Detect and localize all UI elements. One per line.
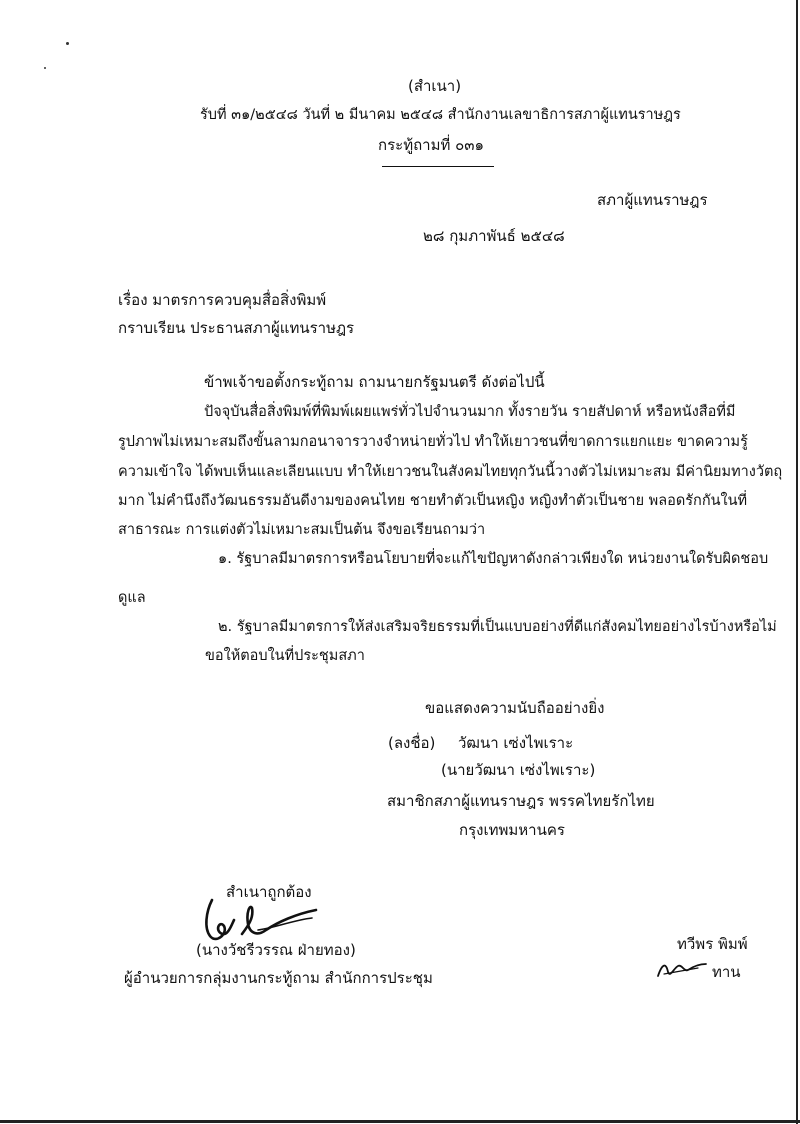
body-line: ปัจจุบันสื่อสิ่งพิมพ์ที่พิมพ์เผยแพร่ทั่วไปจำนวนมาก ทั้งรายวัน รายสัปดาห์ หรือหนังสือที่มี	[204, 404, 736, 420]
letter-date: ๒๘ กุมภาพันธ์ ๒๕๔๘	[423, 227, 565, 245]
copy-mark: (สำเนา)	[408, 77, 462, 95]
received-stamp-line: รับที่ ๓๑/๒๕๔๘ วันที่ ๒ มีนาคม ๒๕๔๘ สำนักงานเลขาธิการสภาผู้แทนราษฎร	[200, 107, 681, 123]
body-line: ความเข้าใจ ได้พบเห็นและเลียนแบบ ทำให้เยาวชนในสังคมไทยทุกวันนี้วางตัวไม่เหมาะสม มีค่านิยมทางวัตถุ	[118, 464, 783, 480]
member-full-name: (นายวัฒนา เซ่งไพเราะ)	[441, 761, 596, 779]
scan-speck	[66, 42, 69, 45]
signed-name: วัฒนา เซ่งไพเราะ	[458, 734, 574, 752]
salutation: กราบเรียน ประธานสภาผู้แทนราษฎร	[118, 319, 355, 337]
certified-copy-label: สำเนาถูกต้อง	[226, 883, 312, 901]
certifier-name: (นางวัชรีวรรณ ฝ่ายทอง)	[196, 941, 356, 959]
question-item-2-cont: ขอให้ตอบในที่ประชุมสภา	[205, 648, 365, 664]
certifier-title: ผู้อำนวยการกลุ่มงานกระทู้ถาม สำนักการประชุม	[124, 969, 433, 987]
member-position: สมาชิกสภาผู้แทนราษฎร พรรคไทยรักไทย	[387, 792, 655, 810]
body-line: มาก ไม่คำนึงถึงวัฒนธรรมอันดีงามของคนไทย ชายทำตัวเป็นหญิง หญิงทำตัวเป็นชาย พลอดรักกันในที่	[118, 493, 748, 509]
member-province: กรุงเทพมหานคร	[459, 821, 565, 839]
scan-border-right	[796, 0, 798, 1124]
closing: ขอแสดงความนับถืออย่างยิ่ง	[425, 699, 605, 717]
typed-by: ทวีพร พิมพ์	[677, 935, 748, 953]
body-line: สาธารณะ การแต่งตัวไม่เหมาะสมเป็นต้น จึงขอเรียนถามว่า	[118, 522, 486, 538]
checked-by: ทาน	[712, 963, 741, 981]
scan-speck	[44, 67, 46, 69]
body-line: รูปภาพไม่เหมาะสมถึงขั้นลามกอนาจารวางจำหน่ายทั่วไป ทำให้เยาวชนที่ขาดการแยกแยะ ขาดความรู้	[118, 434, 748, 450]
header-divider	[382, 166, 494, 167]
signed-label: (ลงชื่อ)	[388, 734, 436, 752]
sender-org: สภาผู้แทนราษฎร	[597, 191, 708, 209]
question-item-2: ๒. รัฐบาลมีมาตรการให้ส่งเสริมจริยธรรมที่เป็นแบบอย่างที่ดีแก่สังคมไทยอย่างไรบ้างหรือไม่	[218, 619, 777, 635]
checker-initials-signature	[654, 958, 710, 982]
subject-line: เรื่อง มาตรการควบคุมสื่อสิ่งพิมพ์	[118, 291, 327, 309]
question-item-1-cont: ดูแล	[118, 590, 146, 606]
intro-line: ข้าพเจ้าขอตั้งกระทู้ถาม ถามนายกรัฐมนตรี ดังต่อไปนี้	[204, 373, 545, 391]
question-item-1: ๑. รัฐบาลมีมาตรการหรือนโยบายที่จะแก้ไขปัญหาดังกล่าวเพียงใด หน่วยงานใดรับผิดชอบ	[218, 551, 769, 567]
scan-border-bottom	[0, 1120, 800, 1123]
question-number: กระทู้ถามที่ ๐๓๑	[378, 136, 485, 154]
